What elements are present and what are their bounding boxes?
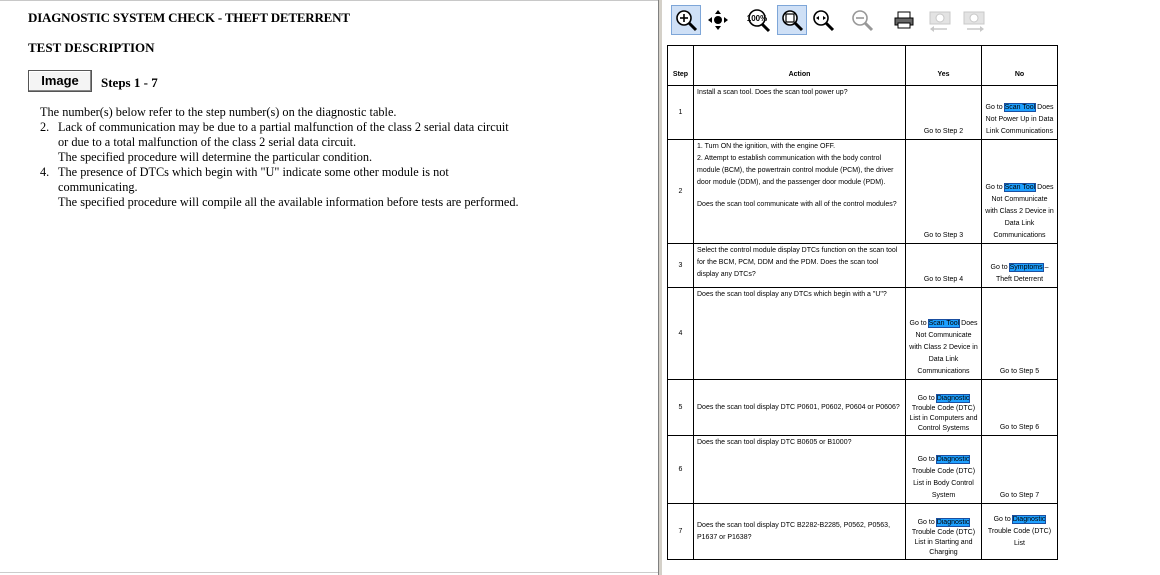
viewer-toolbar [663, 0, 1160, 40]
action-text: Does the scan tool display any DTCs which begin with a "U"? [694, 288, 906, 380]
diagnostic-table [667, 45, 1058, 560]
item-number: 2. [40, 120, 50, 134]
image-button[interactable]: Image [28, 70, 92, 92]
no-cell: Go to Step 6 [982, 380, 1058, 436]
yes-suffix: Trouble Code (DTC) List in Body Control System [911, 468, 976, 499]
no-cell [982, 504, 1058, 560]
yes-prefix: Go to [917, 519, 937, 526]
symptoms-link[interactable]: Symptoms [1009, 264, 1043, 271]
no-suffix: Does Not Power Up in Data Link Communications [985, 104, 1054, 135]
diagnostic-link[interactable]: Diagnostic [1012, 515, 1046, 523]
section-heading: TEST DESCRIPTION [28, 40, 155, 55]
description-body [40, 105, 520, 210]
yes-cell: Go to Step 3 [906, 140, 982, 244]
no-prefix: Go to [993, 515, 1013, 523]
scan-tool-link[interactable]: Scan Tool [928, 320, 960, 327]
zoom-in-icon [674, 8, 698, 32]
fit-width-icon [811, 8, 835, 32]
table-row [668, 504, 1058, 560]
step-number: 7 [668, 504, 694, 560]
pan-icon [706, 8, 730, 32]
yes-cell: Go to Step 2 [906, 86, 982, 140]
table-row [668, 380, 1058, 436]
column-header-yes: Yes [906, 46, 982, 86]
no-suffix: Does Not Communicate with Class 2 Device in Data Link Communications [985, 184, 1054, 239]
yes-cell [906, 504, 982, 560]
description-item [40, 165, 520, 210]
scan-tool-link[interactable]: Scan Tool [1004, 184, 1036, 191]
fit-width-button[interactable] [808, 5, 838, 35]
actual-size-button[interactable] [743, 5, 773, 35]
diagnostic-link[interactable]: Diagnostic [936, 519, 970, 526]
column-header-step: Step [668, 46, 694, 86]
image-viewer-pane [663, 0, 1160, 575]
table-row [668, 140, 1058, 244]
zoom-out-icon [850, 8, 874, 32]
item-followup: The specified procedure will determine the particular condition. [58, 150, 373, 164]
yes-suffix: Does Not Communicate with Class 2 Device in Data Link Communications [909, 320, 978, 375]
fit-page-icon [780, 8, 804, 32]
zoom-100-icon [745, 7, 771, 33]
steps-label: Steps 1 - 7 [101, 75, 158, 90]
yes-prefix: Go to [917, 395, 937, 402]
description-item [40, 120, 520, 165]
print-button[interactable] [889, 5, 919, 35]
no-prefix: Go to [985, 184, 1005, 191]
fit-page-button[interactable] [777, 5, 807, 35]
action-text: Install a scan tool. Does the scan tool power up? [694, 86, 906, 140]
item-text: Lack of communication may be due to a partial malfunction of the class 2 serial data circuit or due to a total malfunction of the class 2 serial data circuit. [58, 120, 509, 149]
step-number: 1 [668, 86, 694, 140]
table-row [668, 436, 1058, 504]
yes-cell [906, 436, 982, 504]
yes-suffix: Trouble Code (DTC) List in Computers and Control Systems [909, 405, 978, 432]
no-suffix: Trouble Code (DTC) List [987, 527, 1052, 547]
yes-prefix: Go to [917, 456, 937, 463]
no-cell: Go to Step 7 [982, 436, 1058, 504]
no-cell: Go to Step 5 [982, 288, 1058, 380]
no-cell [982, 86, 1058, 140]
diagnostic-link[interactable]: Diagnostic [936, 395, 970, 402]
column-header-action: Action [694, 46, 906, 86]
item-number: 4. [40, 165, 50, 179]
table-row [668, 244, 1058, 288]
table-header-row [668, 46, 1058, 86]
table-row [668, 86, 1058, 140]
zoom-in-button[interactable] [671, 5, 701, 35]
action-steps [697, 141, 902, 189]
action-question: Does the scan tool communicate with all of the control modules? [697, 201, 897, 208]
no-prefix: Go to [990, 264, 1010, 271]
list-item: 2. Attempt to establish communication with the body control module (BCM), the powertrain control module (PCM), the driver door module (DDM), and the passenger door module (PDM). [697, 155, 894, 186]
action-text: Does the scan tool display DTC B0605 or B1000? [694, 436, 906, 504]
column-header-no: No [982, 46, 1058, 86]
yes-cell: Go to Step 4 [906, 244, 982, 288]
no-prefix: Go to [985, 104, 1005, 111]
no-cell [982, 244, 1058, 288]
divider [0, 572, 658, 573]
yes-cell [906, 288, 982, 380]
scan-tool-link[interactable]: Scan Tool [1004, 104, 1036, 111]
zoom-100-label: 100% [746, 14, 768, 23]
camera-forward-button[interactable] [959, 5, 989, 35]
yes-suffix: Trouble Code (DTC) List in Starting and Charging [911, 529, 976, 556]
item-followup: The specified procedure will compile all the available information before tests are performed. [58, 195, 519, 209]
step-number: 6 [668, 436, 694, 504]
no-cell [982, 140, 1058, 244]
action-text: Select the control module display DTCs function on the scan tool for the BCM, PCM, DDM and the PDM. Does the scan tool display any DTCs? [694, 244, 906, 288]
camera-back-icon [927, 7, 953, 33]
action-text: Does the scan tool display DTC P0601, P0602, P0604 or P0606? [694, 380, 906, 436]
print-icon [893, 9, 915, 31]
page-title: DIAGNOSTIC SYSTEM CHECK - THEFT DETERRENT [28, 10, 350, 25]
list-item: 1. Turn ON the ignition, with the engine OFF. [697, 143, 836, 150]
step-number: 5 [668, 380, 694, 436]
description-intro: The number(s) below refer to the step number(s) on the diagnostic table. [40, 105, 397, 119]
step-number: 3 [668, 244, 694, 288]
table-row [668, 288, 1058, 380]
pan-button[interactable] [703, 5, 733, 35]
no-suffix: – Theft Deterrent [995, 264, 1049, 283]
step-number: 4 [668, 288, 694, 380]
action-text [694, 140, 906, 244]
camera-forward-icon [961, 7, 987, 33]
action-text: Does the scan tool display DTC B2282-B2285, P0562, P0563, P1637 or P1638? [694, 504, 906, 560]
zoom-out-button[interactable] [847, 5, 877, 35]
step-number: 2 [668, 140, 694, 244]
yes-cell [906, 380, 982, 436]
item-text: The presence of DTCs which begin with "U" indicate some other module is not communicating. [58, 165, 449, 194]
yes-prefix: Go to [909, 320, 929, 327]
diagnostic-link[interactable]: Diagnostic [936, 456, 970, 463]
camera-back-button[interactable] [925, 5, 955, 35]
